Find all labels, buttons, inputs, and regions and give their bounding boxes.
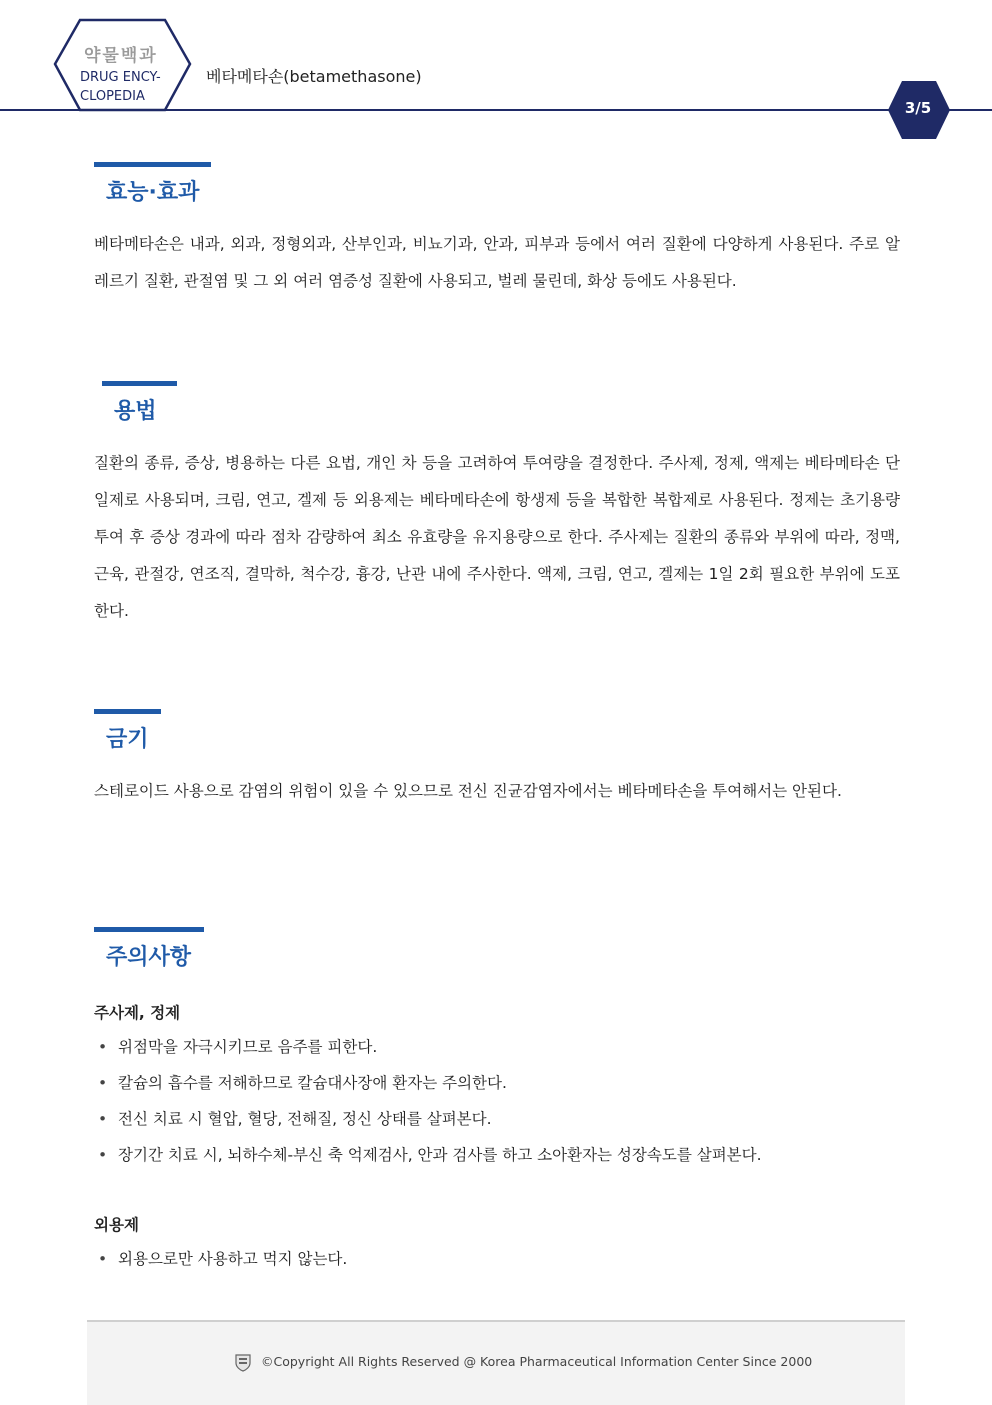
shield-logo-icon: [235, 1354, 251, 1372]
bullet-icon: •: [98, 1038, 108, 1056]
bullet-icon: •: [98, 1250, 108, 1268]
section-accent-bar: [94, 927, 204, 932]
section-title: 주의사항: [106, 945, 192, 970]
section-cautions: [94, 927, 900, 1277]
page-footer: [87, 1320, 905, 1405]
caution-list-injection-tablet: [94, 1029, 900, 1173]
logo-english-line2: CLOPEDIA: [80, 89, 145, 104]
section-body: 질환의 종류, 증상, 병용하는 다른 요법, 개인 차 등을 고려하여 투여량을 결정한다. 주사제, 정제, 액제는 베타메타손 단일제로 사용되며, 크림, 연고, 겔제 등 외용제는 베타메타손에 항생제 등을 복합한 복합제로 사용된다. 정제는 초기용량 투여 후 증상 경과에 따라 점차 감량하여 최소 유효량을 유지용량으로 한다. 주사제는 질환의 종류와 부위에 따라, 정맥, 근육, 관절강, 연조직, 결막하, 척수강, 흉강, 난관 내에 주사한다. 액제, 크림, 연고, 겔제는 1일 2회 필요한 부위에 도포한다.: [94, 454, 900, 620]
list-item: • 전신 치료 시 혈압, 혈당, 전해질, 정신 상태를 살펴본다.: [94, 1101, 900, 1137]
section-title: 효능·효과: [106, 180, 200, 205]
bullet-icon: •: [98, 1074, 108, 1092]
section-accent-bar: [94, 709, 161, 714]
document-title: 베타메타손(betamethasone): [206, 67, 422, 86]
section-body: 베타메타손은 내과, 외과, 정형외과, 산부인과, 비뇨기과, 안과, 피부과 등에서 여러 질환에 다양하게 사용된다. 주로 알레르기 질환, 관절염 및 그 외 여러 염증성 질환에 사용되고, 벌레 물린데, 화상 등에도 사용된다.: [94, 235, 900, 290]
copyright-text: ©Copyright All Rights Reserved @ Korea Pharmaceutical Information Center Since 2000: [261, 1354, 813, 1369]
section-body: 스테로이드 사용으로 감염의 위험이 있을 수 있으므로 전신 진균감염자에서는 베타메타손을 투여해서는 안된다.: [94, 782, 842, 800]
list-item: • 장기간 치료 시, 뇌하수체-부신 축 억제검사, 안과 검사를 하고 소아환자는 성장속도를 살펴본다.: [94, 1137, 900, 1173]
section-accent-bar: [94, 162, 211, 167]
page-indicator: 3/5: [904, 99, 932, 117]
section-title: 용법: [114, 399, 157, 424]
section-dosage: [94, 381, 900, 630]
logo-korean-text: 약물백과: [84, 46, 158, 66]
caution-group-title-topical: 외용제: [94, 1216, 139, 1234]
list-item: • 위점막을 자극시키므로 음주를 피한다.: [94, 1029, 900, 1065]
caution-group-title-injection-tablet: 주사제, 정제: [94, 1004, 181, 1022]
caution-list-topical: [94, 1241, 900, 1277]
bullet-icon: •: [98, 1146, 108, 1164]
list-item: • 외용으로만 사용하고 먹지 않는다.: [94, 1241, 900, 1277]
logo-english-text: [80, 68, 161, 106]
logo-english-line1: DRUG ENCY-: [80, 70, 161, 85]
section-accent-bar: [102, 381, 177, 386]
section-efficacy: [94, 162, 900, 300]
section-title: 금기: [106, 727, 149, 752]
section-contraindications: [94, 709, 900, 810]
list-item: • 칼슘의 흡수를 저해하므로 칼슘대사장애 환자는 주의한다.: [94, 1065, 900, 1101]
bullet-icon: •: [98, 1110, 108, 1128]
